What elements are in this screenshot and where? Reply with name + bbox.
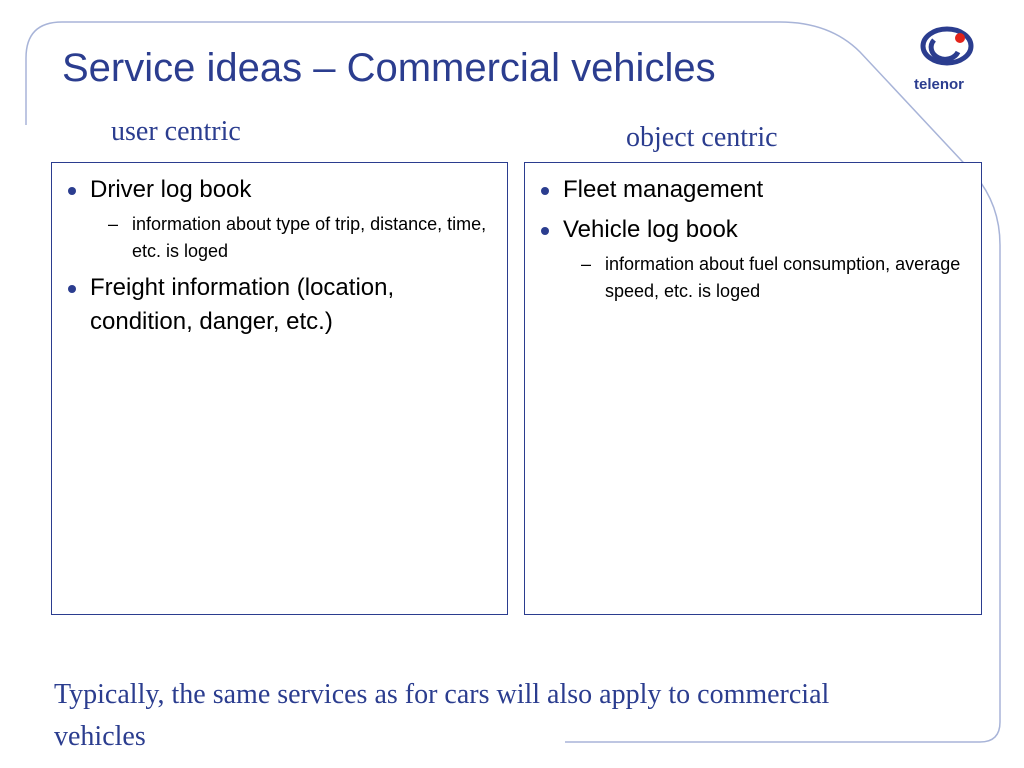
sub-list — [563, 251, 967, 305]
list-item-text: Driver log book — [90, 176, 252, 203]
dash-icon: – — [108, 214, 119, 234]
bullet-icon — [541, 187, 549, 195]
logo-wordmark: telenor — [914, 76, 965, 93]
sub-list — [90, 211, 493, 265]
bullet-icon — [68, 187, 76, 195]
list-item — [66, 271, 493, 339]
bullet-icon — [68, 285, 76, 293]
user-centric-box — [51, 162, 508, 615]
list-item — [539, 173, 967, 207]
list-item-text: Freight information (location, condition, danger, etc.) — [90, 274, 395, 335]
bullet-list — [539, 173, 967, 305]
dash-icon: – — [581, 254, 592, 274]
bullet-icon — [541, 227, 549, 235]
list-item-text: Vehicle log book — [563, 216, 738, 243]
sub-list-item-text: information about fuel consumption, average speed, etc. is loged — [605, 254, 961, 301]
sub-list-item-text: information about type of trip, distance, time, etc. is loged — [132, 214, 487, 261]
sub-list-item — [563, 251, 967, 305]
sub-list-item — [90, 211, 493, 265]
list-item — [66, 173, 493, 265]
footer-note: Typically, the same services as for cars will also apply to commercial vehicles — [54, 679, 830, 752]
slide-title: Service ideas – Commercial vehicles — [62, 46, 716, 90]
list-item-text: Fleet management — [563, 176, 764, 203]
list-item — [539, 213, 967, 305]
object-centric-heading: object centric — [626, 122, 778, 153]
user-centric-heading: user centric — [111, 116, 241, 147]
object-centric-box — [524, 162, 982, 615]
bullet-list — [66, 173, 493, 339]
